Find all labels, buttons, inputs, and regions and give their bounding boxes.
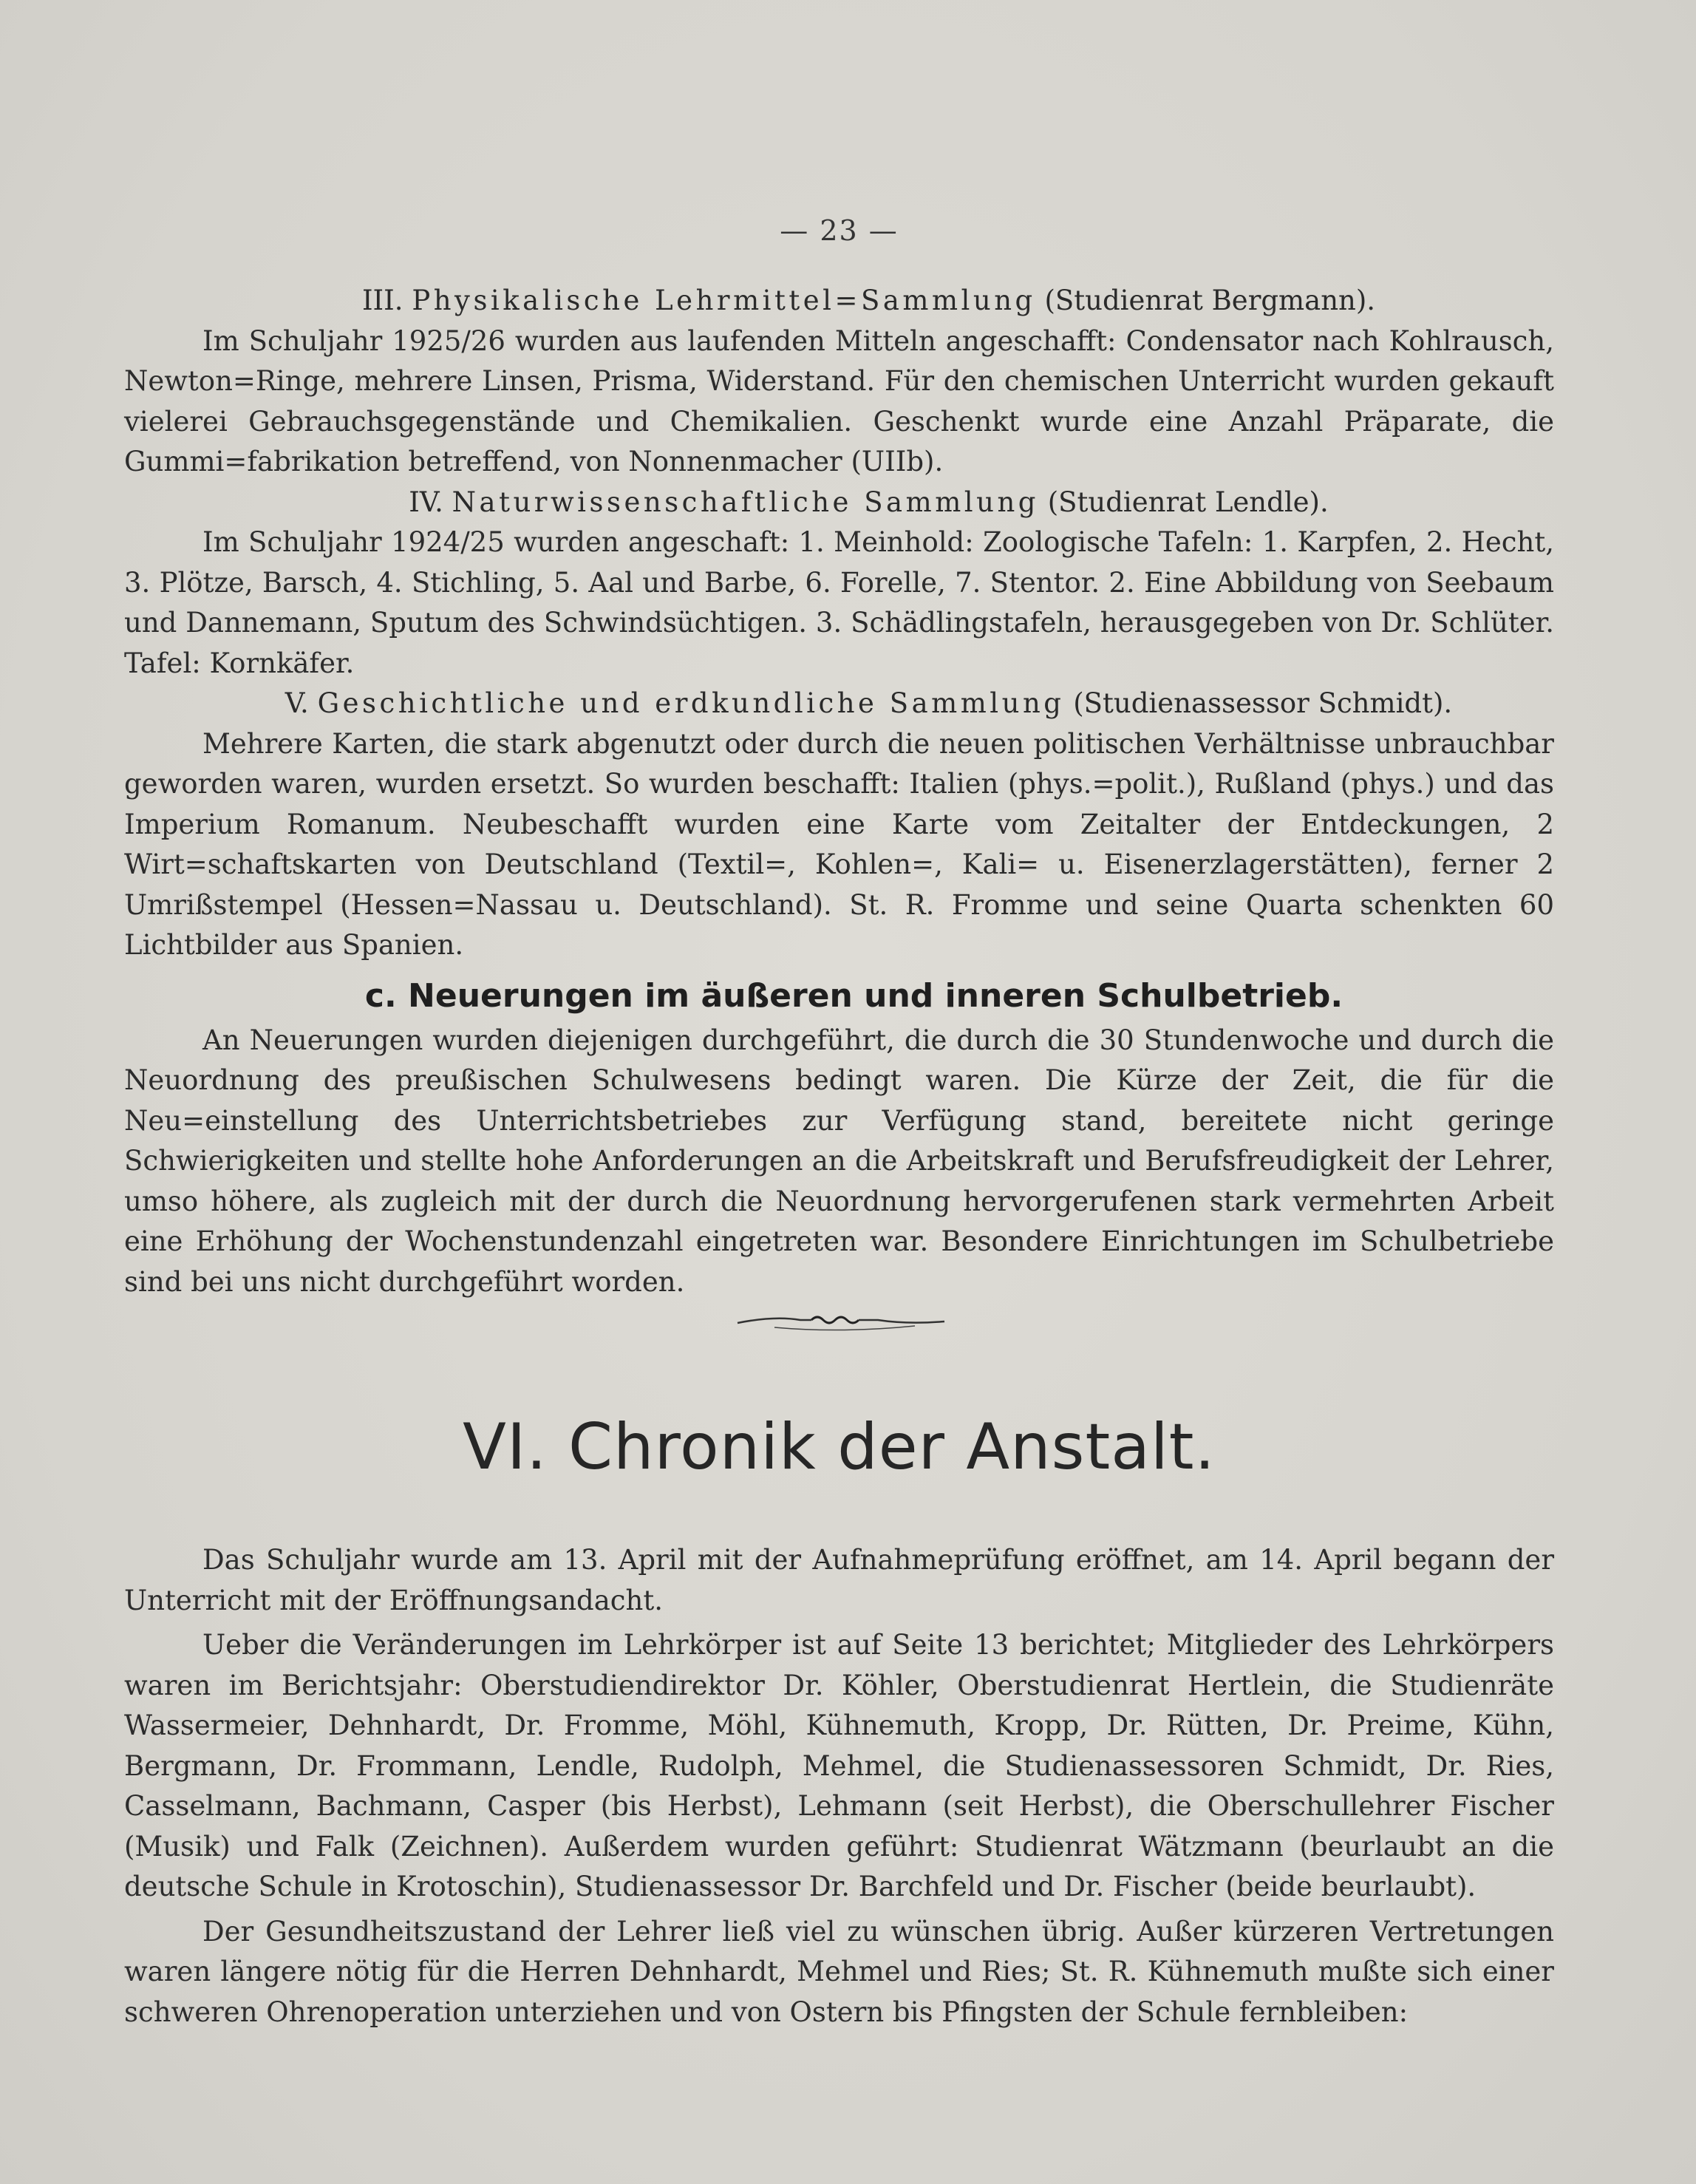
section-3-teacher: (Studienrat Bergmann). <box>1044 285 1376 316</box>
page-content <box>124 214 1554 2032</box>
section-5-title: Geschichtliche und erdkundliche Sammlung <box>317 687 1065 719</box>
section-5-teacher: (Studienassessor Schmidt). <box>1073 687 1453 719</box>
section-4-title: Naturwissenschaftliche Sammlung <box>452 486 1039 518</box>
section-4-numeral: IV. <box>409 486 443 518</box>
section-4-text: Im Schuljahr 1924/25 wurden angeschaft: 1. Meinhold: Zoologische Tafeln: 1. Karpfen, 2. Hecht, 3. Plötze, Barsch, 4. Stichling, 5. Aal und Barbe, 6. Forelle, 7. Stentor. 2. Eine Abbildung von Seebaum und Dannemann, Sputum des Schwindsüchtigen. 3. Schädlingstafeln, herausgegeben von Dr. Schlüter. Tafel: Kornkäfer. <box>124 526 1554 679</box>
subsection-c-text: An Neuerungen wurden diejenigen durchgeführt, die durch die 30 Stundenwoche und durch die Neuordnung des preußischen Schulwesens bedingt waren. Die Kürze der Zeit, die für die Neu=einstellung des Unterrichtsbetriebes zur Verfügung stand, bereitete nicht geringe Schwierigkeiten und stellte hohe Anforderungen an die Arbeitskraft und Berufsfreudigkeit der Lehrer, umso höhere, als zugleich mit der durch die Neuordnung hervorgerufenen stark vermehrten Arbeit eine Erhöhung der Wochenstundenzahl eingetreten war. Besondere Einrichtungen im Schulbetriebe sind bei uns nicht durchgeführt worden. <box>124 1024 1554 1298</box>
ornament-divider <box>730 1307 952 1336</box>
section-5-heading <box>124 684 1554 724</box>
section-5-numeral: V. <box>285 687 309 719</box>
section-3-heading <box>124 281 1554 322</box>
section-3-title: Physikalische Lehrmittel=Sammlung <box>412 285 1036 316</box>
subsection-c-heading: c. Neuerungen im äußeren und inneren Schulbetrieb. <box>364 976 1343 1015</box>
section-5-text: Mehrere Karten, die stark abgenutzt oder durch die neuen politischen Verhältnisse unbrauchbar geworden waren, wurden ersetzt. So wurden beschafft: Italien (phys.=polit.), Rußland (phys.) und das Imperium Romanum. Neubeschafft wurden eine Karte vom Zeitalter der Entdeckungen, 2 Wirt=schaftskarten von Deutschland (Textil=, Kohlen=, Kali= u. Eisenerzlagerstätten), ferner 2 Umrißstempel (Hessen=Nassau u. Deutschland). St. R. Fromme und seine Quarta schenkten 60 Lichtbilder aus Spanien. <box>124 727 1554 961</box>
section-4-teacher: (Studienrat Lendle). <box>1047 486 1329 518</box>
section-4-heading <box>124 483 1554 523</box>
section-3-text: Im Schuljahr 1925/26 wurden aus laufenden Mitteln angeschafft: Condensator nach Kohlrausch, Newton=Ringe, mehrere Linsen, Prisma, Widerstand. Für den chemischen Unterricht wurden gekauft vielerei Gebrauchsgegenstände und Chemikalien. Geschenkt wurde eine Anzahl Präparate, die Gummi=fabrikation betreffend, von Nonnenmacher (UIIb). <box>124 324 1554 477</box>
section-3-numeral: III. <box>361 285 403 316</box>
page-number: — 23 — <box>780 214 899 247</box>
flourish-icon <box>730 1307 952 1336</box>
chapter-paragraph-2: Ueber die Veränderungen im Lehrkörper ist auf Seite 13 berichtet; Mitglieder des Lehrkörpers waren im Berichtsjahr: Oberstudiendirektor Dr. Köhler, Oberstudienrat Hertlein, die Studienräte Wassermeier, Dehnhardt, Dr. Fromme, Möhl, Kühnemuth, Kropp, Dr. Rütten, Dr. Preime, Kühn, Bergmann, Dr. Frommann, Lendle, Rudolph, Mehmel, die Studienassessoren Schmidt, Dr. Ries, Casselmann, Bachmann, Casper (bis Herbst), Lehmann (seit Herbst), die Oberschullehrer Fischer (Musik) und Falk (Zeichnen). Außerdem wurden geführt: Studienrat Wätzmann (beurlaubt an die deutsche Schule in Krotoschin), Studienassessor Dr. Barchfeld und Dr. Fischer (beide beurlaubt). <box>124 1629 1554 1902</box>
chapter-title: VI. Chronik der Anstalt. <box>463 1410 1216 1484</box>
chapter-paragraph-1: Das Schuljahr wurde am 13. April mit der Aufnahmeprüfung eröffnet, am 14. April begann der Unterricht mit der Eröffnungsandacht. <box>124 1544 1554 1616</box>
chapter-paragraph-3: Der Gesundheitszustand der Lehrer ließ viel zu wünschen übrig. Außer kürzeren Vertretungen waren längere nötig für die Herren Dehnhardt, Mehmel und Ries; St. R. Kühnemuth mußte sich einer schweren Ohrenoperation unterziehen und von Ostern bis Pfingsten der Schule fernbleiben: <box>124 1915 1554 2028</box>
